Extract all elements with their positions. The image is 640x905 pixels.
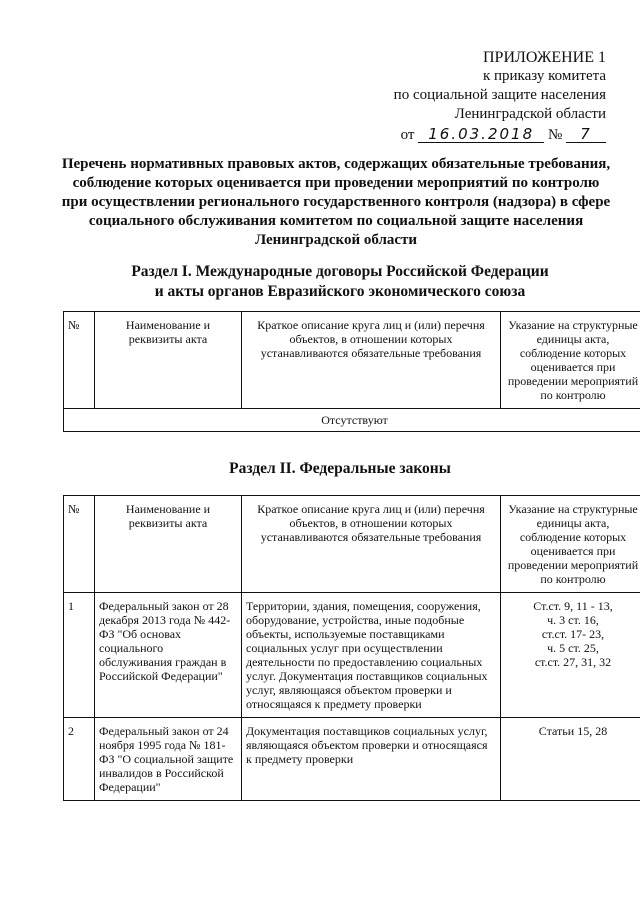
header-units: Указание на структурные единицы акта, соблюдение которых оценивается при проведении мероприятий по контролю	[501, 312, 640, 409]
header-description: Краткое описание круга лиц и (или) перечня объектов, в отношении которых устанавливаются обязательные требования	[242, 312, 501, 409]
row-act: Федеральный закон от 24 ноября 1995 года № 181-ФЗ "О социальной защите инвалидов в Российской Федерации"	[95, 718, 242, 801]
order-date-handwritten: 16.03.2018	[418, 126, 544, 143]
header-description: Краткое описание круга лиц и (или) перечня объектов, в отношении которых устанавливаются обязательные требования	[242, 496, 501, 593]
table-header-row	[64, 312, 640, 409]
table-row	[64, 718, 640, 801]
appendix-line-order: к приказу комитета	[482, 68, 606, 84]
section-2-heading: Раздел II. Федеральные законы	[229, 460, 451, 477]
header-act: Наименование и реквизиты акта	[95, 496, 242, 593]
row-num: 1	[64, 593, 95, 718]
appendix-block	[316, 48, 606, 145]
section-2-table	[63, 495, 640, 801]
date-prefix: от	[400, 127, 415, 143]
section-1-heading-line-1: Раздел I. Международные договоры Российской Федерации	[131, 263, 549, 280]
number-prefix: №	[547, 127, 563, 143]
document-title: Перечень нормативных правовых актов, содержащих обязательные требования, соблюдение которых оценивается при проведении мероприятий по контролю при осуществлении регионального государственного контроля (надзора) в сфере социального обслуживания комитетом по социальной защите населения Ленинградской области	[61, 156, 611, 248]
table-row-absent	[64, 409, 640, 432]
absent-cell: Отсутствуют	[64, 409, 640, 432]
row-num: 2	[64, 718, 95, 801]
section-1-table	[63, 311, 640, 432]
section-1-heading	[40, 262, 640, 302]
header-act: Наименование и реквизиты акта	[95, 312, 242, 409]
header-num: №	[64, 312, 95, 409]
header-num: №	[64, 496, 95, 593]
row-description: Территории, здания, помещения, сооружения, оборудование, устройства, иные подобные объекты, используемые поставщиками социальных услуг при осуществлении деятельности по предоставлению социальных услуг. Документация поставщиков социальных услуг, являющаяся объектом проверки и относящаяся к предмету проверки	[242, 593, 501, 718]
table-header-row	[64, 496, 640, 593]
table-row	[64, 593, 640, 718]
appendix-title: ПРИЛОЖЕНИЕ 1	[482, 49, 606, 66]
row-units: Статьи 15, 28	[501, 718, 640, 801]
row-description: Документация поставщиков социальных услуг, являющаяся объектом проверки и относящаяся к предмету проверки	[242, 718, 501, 801]
row-act: Федеральный закон от 28 декабря 2013 года № 442-ФЗ "Об основах социального обслуживания граждан в Российской Федерации"	[95, 593, 242, 718]
header-units: Указание на структурные единицы акта, соблюдение которых оценивается при проведении мероприятий по контролю	[501, 496, 640, 593]
row-units: Ст.ст. 9, 11 - 13, ч. 3 ст. 16, ст.ст. 17- 23, ч. 5 ст. 25, ст.ст. 27, 31, 32	[501, 593, 640, 718]
order-number-handwritten: 7	[566, 126, 606, 143]
appendix-line-committee: по социальной защите населения	[393, 87, 606, 103]
order-date-line	[316, 126, 606, 145]
appendix-line-region: Ленинградской области	[454, 106, 606, 122]
section-1-heading-line-2: и акты органов Евразийского экономического союза	[154, 283, 526, 300]
